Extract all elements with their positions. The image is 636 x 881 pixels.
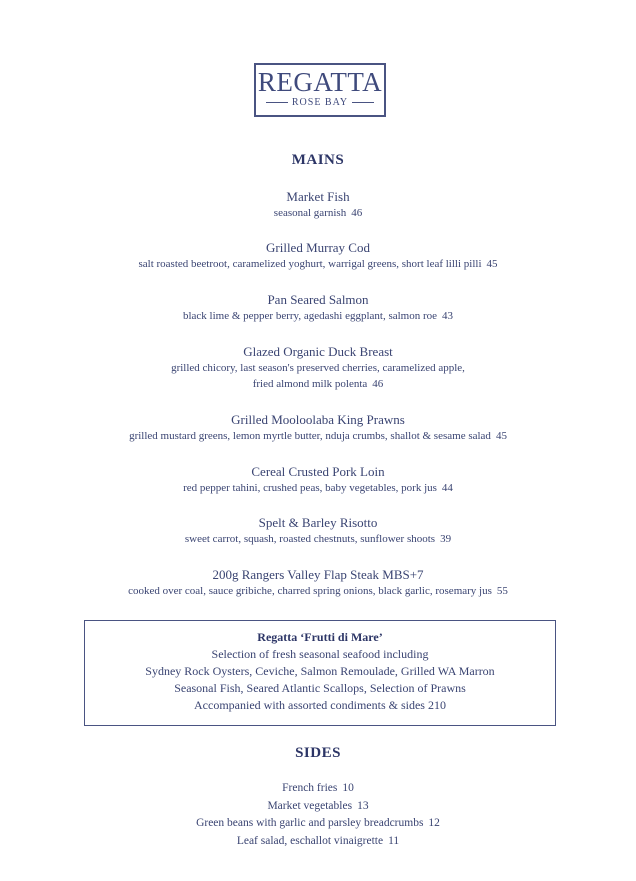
item-name: Grilled Mooloolaba King Prawns bbox=[231, 412, 405, 427]
side-name: Market vegetables bbox=[267, 799, 353, 812]
special-title: Regatta ‘Frutti di Mare’ bbox=[257, 630, 383, 644]
side-price: 12 bbox=[428, 817, 440, 829]
item-price: 44 bbox=[441, 482, 453, 494]
item-price: 39 bbox=[440, 533, 452, 545]
item-desc-line: cooked over coal, sauce gribiche, charred spring onions, black garlic, rosemary jus bbox=[128, 585, 492, 597]
item-desc-line: black lime & pepper berry, agedashi eggplant, salmon roe bbox=[182, 310, 438, 322]
item-description bbox=[0, 360, 636, 392]
frutti-di-mare-box bbox=[84, 620, 556, 726]
side-price: 10 bbox=[342, 782, 354, 794]
side-price: 13 bbox=[357, 799, 369, 812]
special-last-line: Accompanied with assorted condiments & sides bbox=[194, 698, 425, 712]
menu-item bbox=[0, 291, 636, 324]
item-price: 43 bbox=[442, 310, 454, 322]
menu-item bbox=[0, 463, 636, 496]
item-desc-line: fried almond milk polenta bbox=[252, 378, 368, 390]
special-line: Sydney Rock Oysters, Ceviche, Salmon Remoulade, Grilled WA Marron bbox=[145, 664, 495, 678]
logo-name: REGATTA bbox=[257, 67, 383, 97]
item-name: Market Fish bbox=[286, 189, 350, 204]
side-name: French fries bbox=[282, 782, 338, 794]
item-desc-line: grilled chicory, last season's preserved cherries, caramelized apple, bbox=[171, 362, 465, 374]
item-price: 46 bbox=[351, 207, 363, 219]
item-desc-line: red pepper tahini, crushed peas, baby vegetables, pork jus bbox=[183, 482, 437, 494]
item-name: Pan Seared Salmon bbox=[267, 292, 369, 307]
item-description bbox=[0, 480, 636, 496]
item-price: 55 bbox=[496, 585, 508, 597]
item-desc-line: salt roasted beetroot, caramelized yoghurt, warrigal greens, short leaf lilli pilli bbox=[138, 258, 482, 270]
menu-item bbox=[0, 188, 636, 221]
logo-location: ROSE BAY bbox=[256, 97, 384, 109]
side-name: Leaf salad, eschallot vinaigrette bbox=[236, 834, 384, 847]
item-name: Cereal Crusted Pork Loin bbox=[251, 464, 385, 479]
item-name: Spelt & Barley Risotto bbox=[258, 515, 378, 530]
menu-item bbox=[0, 411, 636, 444]
item-description bbox=[0, 428, 636, 444]
regatta-logo bbox=[254, 63, 386, 117]
side-item bbox=[0, 833, 636, 851]
item-name: Grilled Murray Cod bbox=[266, 240, 370, 255]
item-name: Glazed Organic Duck Breast bbox=[243, 344, 393, 359]
menu-item bbox=[0, 566, 636, 599]
item-desc-line: sweet carrot, squash, roasted chestnuts, sunflower shoots bbox=[184, 533, 436, 545]
special-line: Selection of fresh seasonal seafood including bbox=[211, 647, 429, 661]
mains-heading: MAINS bbox=[291, 152, 345, 168]
item-description bbox=[0, 205, 636, 221]
item-desc-line: seasonal garnish bbox=[273, 207, 347, 219]
menu-item bbox=[0, 514, 636, 547]
item-price: 45 bbox=[486, 258, 498, 270]
side-item bbox=[0, 815, 636, 833]
side-item bbox=[0, 780, 636, 798]
item-desc-line: grilled mustard greens, lemon myrtle butter, nduja crumbs, shallot & sesame salad bbox=[129, 430, 491, 442]
item-description bbox=[0, 583, 636, 599]
item-price: 46 bbox=[372, 378, 384, 390]
item-price: 45 bbox=[495, 430, 507, 442]
side-name: Green beans with garlic and parsley breadcrumbs bbox=[196, 817, 424, 829]
sides-heading: SIDES bbox=[295, 745, 341, 761]
item-name: 200g Rangers Valley Flap Steak MBS+7 bbox=[212, 567, 424, 582]
special-line bbox=[85, 697, 555, 714]
sides-list bbox=[0, 780, 636, 850]
special-price: 210 bbox=[427, 698, 446, 712]
side-item bbox=[0, 798, 636, 816]
item-description bbox=[0, 256, 636, 272]
item-description bbox=[0, 308, 636, 324]
side-price: 11 bbox=[388, 834, 400, 847]
item-description bbox=[0, 531, 636, 547]
menu-item bbox=[0, 343, 636, 392]
menu-item bbox=[0, 239, 636, 272]
special-line: Seasonal Fish, Seared Atlantic Scallops, Selection of Prawns bbox=[174, 681, 466, 695]
